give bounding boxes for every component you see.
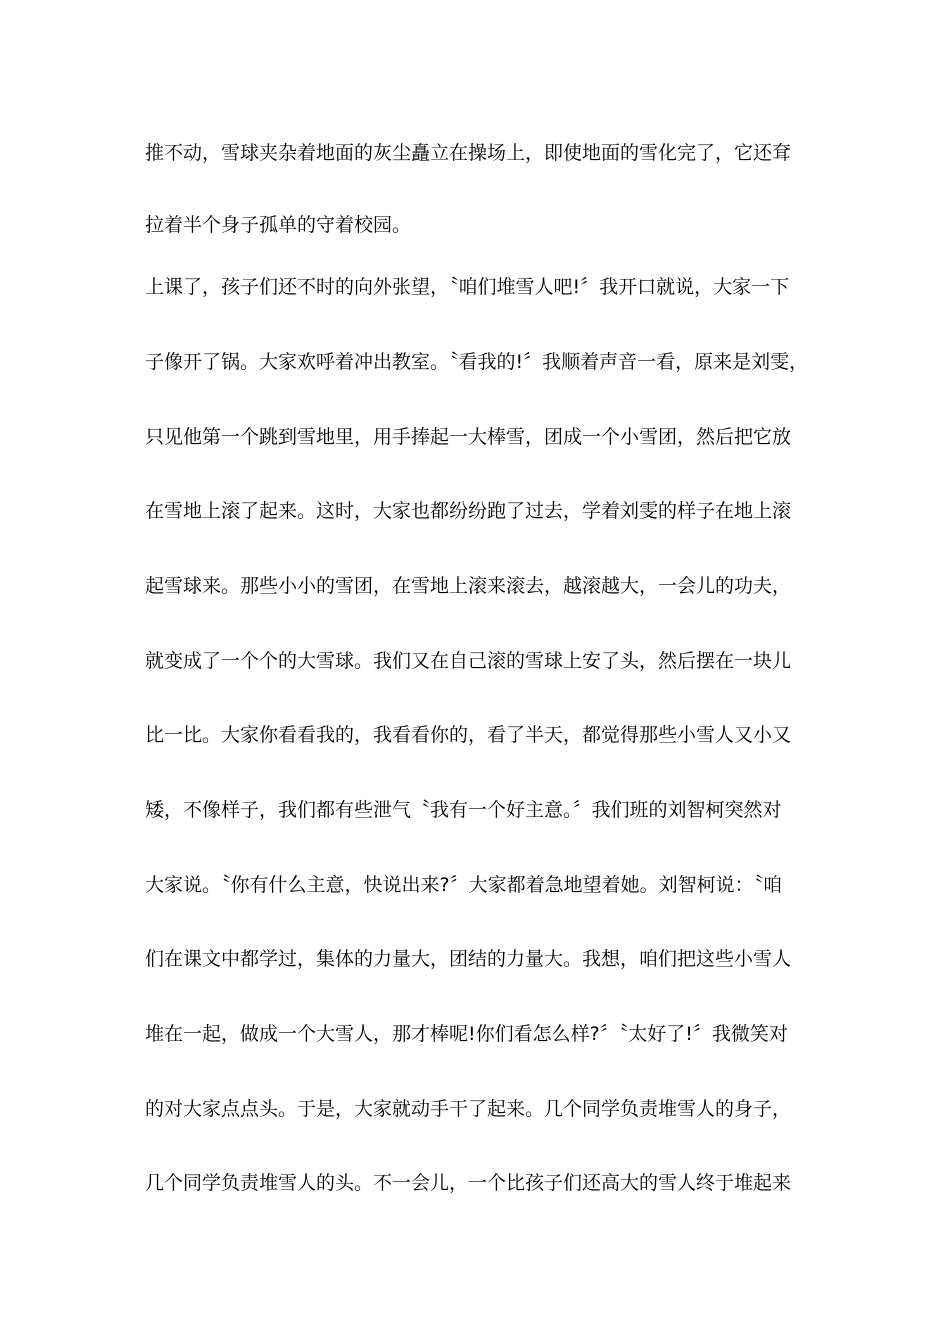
text-line-7: 起雪球来。那些小小的雪团，在雪地上滚来滚去，越滚越大，一会儿的功夫， bbox=[145, 575, 792, 597]
text-line-9: 比一比。大家你看看我的，我看看你的，看了半天，都觉得那些小雪人又小又 bbox=[145, 724, 792, 746]
text-line-8: 就变成了一个个的大雪球。我们又在自己滚的雪球上安了头，然后摆在一块儿 bbox=[145, 650, 792, 672]
text-line-3: 上课了，孩子们还不时的向外张望，〝咱们堆雪人吧!〞我开口就说，大家一下 bbox=[145, 276, 790, 298]
text-line-11: 大家说。〝你有什么主意，快说出来?〞大家都着急地望着她。刘智柯说：〝咱 bbox=[145, 874, 783, 896]
text-line-5: 只见他第一个跳到雪地里，用手捧起一大棒雪，团成一个小雪团，然后把它放 bbox=[145, 426, 792, 448]
text-line-6: 在雪地上滚了起来。这时，大家也都纷纷跑了过去，学着刘雯的样子在地上滚 bbox=[145, 500, 792, 522]
text-line-14: 的对大家点点头。于是，大家就动手干了起来。几个同学负责堆雪人的身子， bbox=[145, 1098, 792, 1120]
text-line-4: 子像开了锅。大家欢呼着冲出教室。〝看我的!〞我顺着声音一看，原来是刘雯， bbox=[145, 351, 809, 373]
text-line-13: 堆在一起，做成一个大雪人，那才棒呢!你们看怎么样?〞〝太好了!〞我微笑对 bbox=[145, 1023, 788, 1045]
text-line-10: 矮，不像样子，我们都有些泄气〝我有一个好主意。〞我们班的刘智柯突然对 bbox=[145, 799, 782, 821]
text-line-15: 几个同学负责堆雪人的头。不一会儿，一个比孩子们还高大的雪人终于堆起来 bbox=[145, 1172, 792, 1194]
text-line-12: 们在课文中都学过，集体的力量大，团结的力量大。我想，咱们把这些小雪人 bbox=[145, 948, 792, 970]
text-line-2: 拉着半个身子孤单的守着校园。 bbox=[145, 214, 412, 236]
text-line-1: 推不动，雪球夹杂着地面的灰尘矗立在操场上，即使地面的雪化完了，它还耷 bbox=[145, 142, 792, 164]
